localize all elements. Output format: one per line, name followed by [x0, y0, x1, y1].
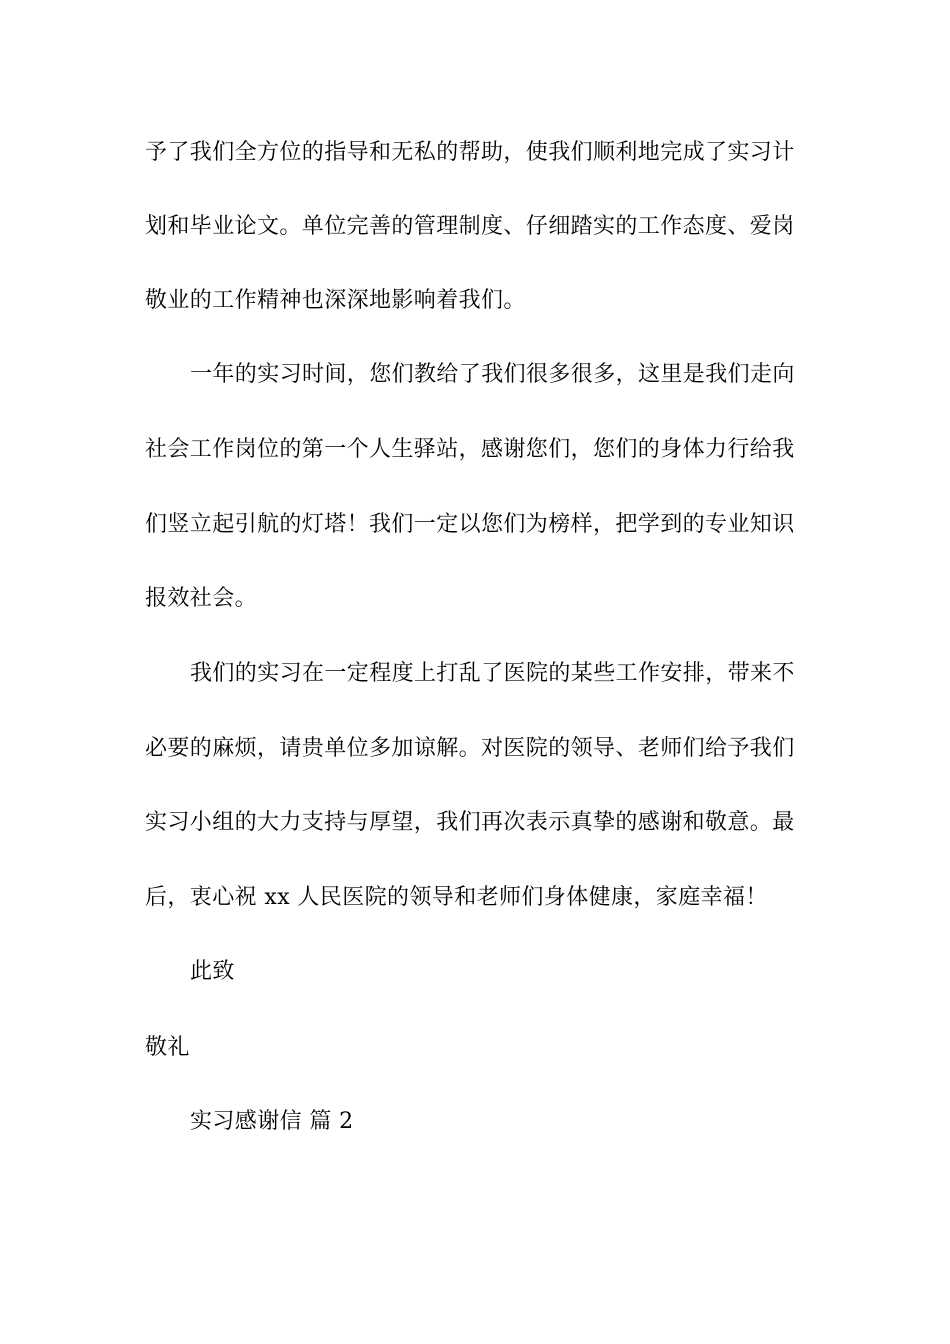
paragraph-line: 我们的实习在一定程度上打乱了医院的某些工作安排，带来不: [190, 661, 795, 686]
paragraph-line: 实习小组的大力支持与厚望，我们再次表示真挚的感谢和敬意。最: [145, 810, 795, 835]
paragraph-line: 予了我们全方位的指导和无私的帮助，使我们顺利地完成了实习计: [145, 140, 795, 165]
paragraph-line: 报效社会。: [145, 586, 258, 611]
paragraph-line: 一年的实习时间，您们教给了我们很多很多，这里是我们走向: [190, 362, 795, 387]
paragraph-line: 必要的麻烦，请贵单位多加谅解。对医院的领导、老师们给予我们: [145, 736, 795, 761]
section-heading: 实习感谢信 篇 2: [190, 1109, 354, 1134]
paragraph-line: 社会工作岗位的第一个人生驿站，感谢您们，您们的身体力行给我: [145, 437, 795, 462]
paragraph-line: 们竖立起引航的灯塔！我们一定以您们为榜样，把学到的专业知识: [145, 512, 795, 537]
paragraph-line: 后，衷心祝 xx 人民医院的领导和老师们身体健康，家庭幸福！: [145, 885, 768, 910]
closing-regards: 敬礼: [145, 1035, 190, 1060]
paragraph-line: 敬业的工作精神也深深地影响着我们。: [145, 288, 526, 313]
paragraph-line: 划和毕业论文。单位完善的管理制度、仔细踏实的工作态度、爱岗: [145, 214, 795, 239]
closing-salutation: 此致: [190, 959, 235, 984]
